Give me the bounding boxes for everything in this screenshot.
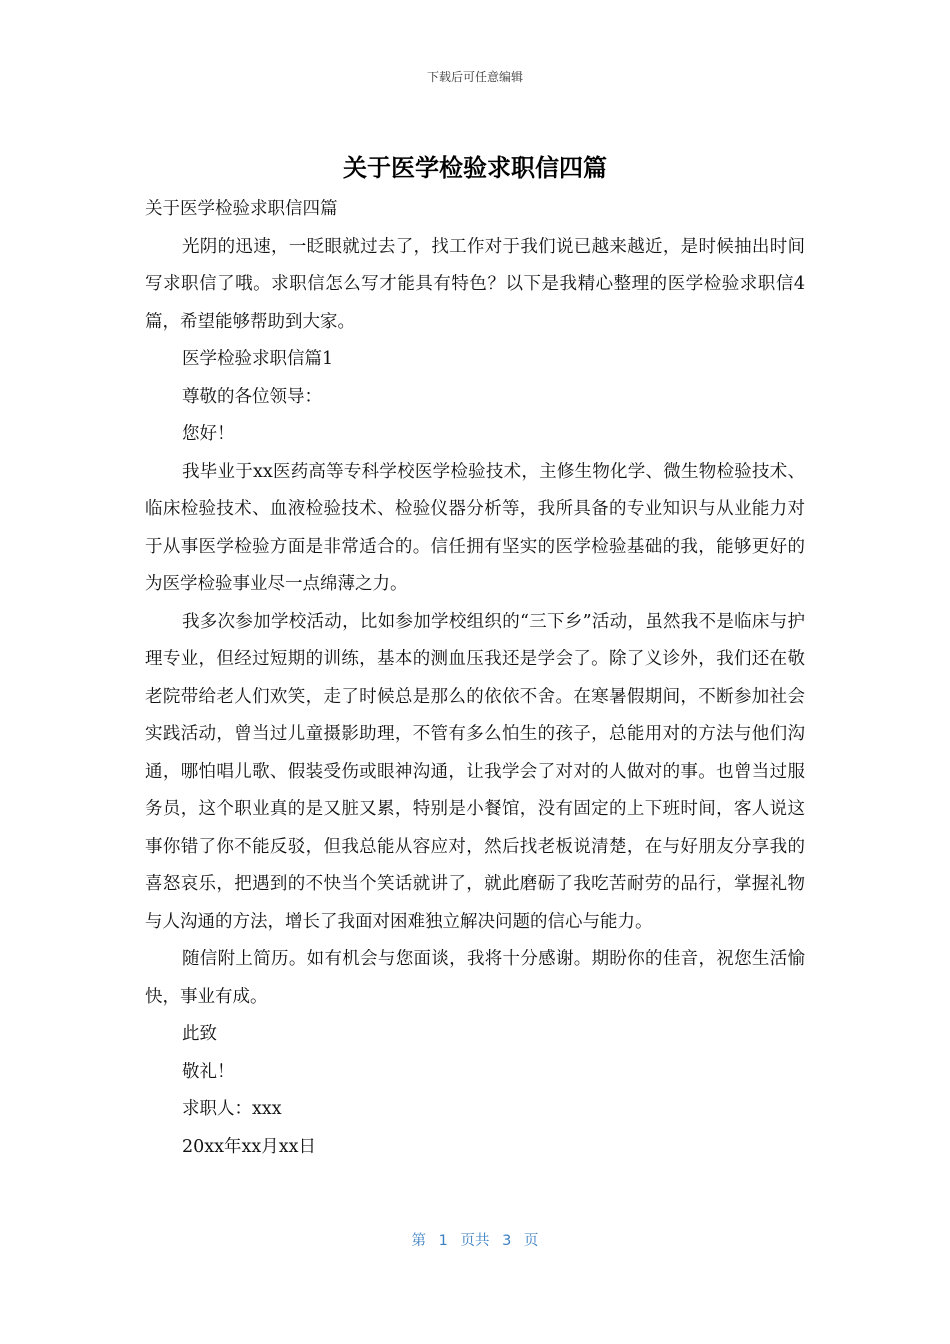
salutation: 尊敬的各位领导： bbox=[182, 386, 322, 407]
closing-salute: 敬礼！ bbox=[182, 1061, 235, 1082]
section-heading: 医学检验求职信篇1 bbox=[182, 349, 334, 369]
signature: 求职人：xxx bbox=[182, 1099, 282, 1119]
closing-line: 此致 bbox=[182, 1024, 217, 1044]
closing-paragraph: 随信附上简历。如有机会与您面谈，我将十分感谢。期盼你的佳音，祝您生活愉快，事业有成。 bbox=[145, 949, 805, 1007]
intro-paragraph: 光阴的迅速，一眨眼就过去了，找工作对于我们说已越来越近，是时候抽出时间写求职信了哦。求职信怎么写才能具有特色？以下是我精心整理的医学检验求职信4篇，希望能够帮助到大家。 bbox=[145, 236, 805, 332]
page-footer: 第 1 页共 3 页 bbox=[411, 1233, 539, 1249]
document-title: 关于医学检验求职信四篇 bbox=[343, 154, 607, 182]
header-note: 下载后可任意编辑 bbox=[426, 70, 523, 84]
document-body bbox=[145, 191, 805, 1166]
subtitle-paragraph: 关于医学检验求职信四篇 bbox=[145, 199, 338, 219]
body-paragraph: 我多次参加学校活动，比如参加学校组织的“三下乡”活动，虽然我不是临床与护理专业，但经过短期的训练，基本的测血压我还是学会了。除了义诊外，我们还在敬老院带给老人们欢笑，走了时候总是那么的依依不舍。在寒暑假期间，不断参加社会实践活动，曾当过儿童摄影助理，不管有多么怕生的孩子，总能用对的方法与他们沟通，哪怕唱儿歌、假装受伤或眼神沟通，让我学会了对对的人做对的事。也曾当过服务员，这个职业真的是又脏又累，特别是小餐馆，没有固定的上下班时间，客人说这事你错了你不能反驳，但我总能从容应对，然后找老板说清楚，在与好朋友分享我的喜怒哀乐，把遇到的不快当个笑话就讲了，就此磨砺了我吃苦耐劳的品行，掌握礼物与人沟通的方法，增长了我面对困难独立解决问题的信心与能力。 bbox=[145, 611, 805, 932]
body-paragraph: 我毕业于xx医药高等专科学校医学检验技术，主修生物化学、微生物检验技术、临床检验技术、血液检验技术、检验仪器分析等，我所具备的专业知识与从业能力对于从事医学检验方面是非常适合的。信任拥有坚实的医学检验基础的我，能够更好的为医学检验事业尽一点绵薄之力。 bbox=[145, 461, 805, 594]
greeting: 您好！ bbox=[182, 424, 235, 444]
date-line: 20xx年xx月xx日 bbox=[182, 1136, 316, 1157]
